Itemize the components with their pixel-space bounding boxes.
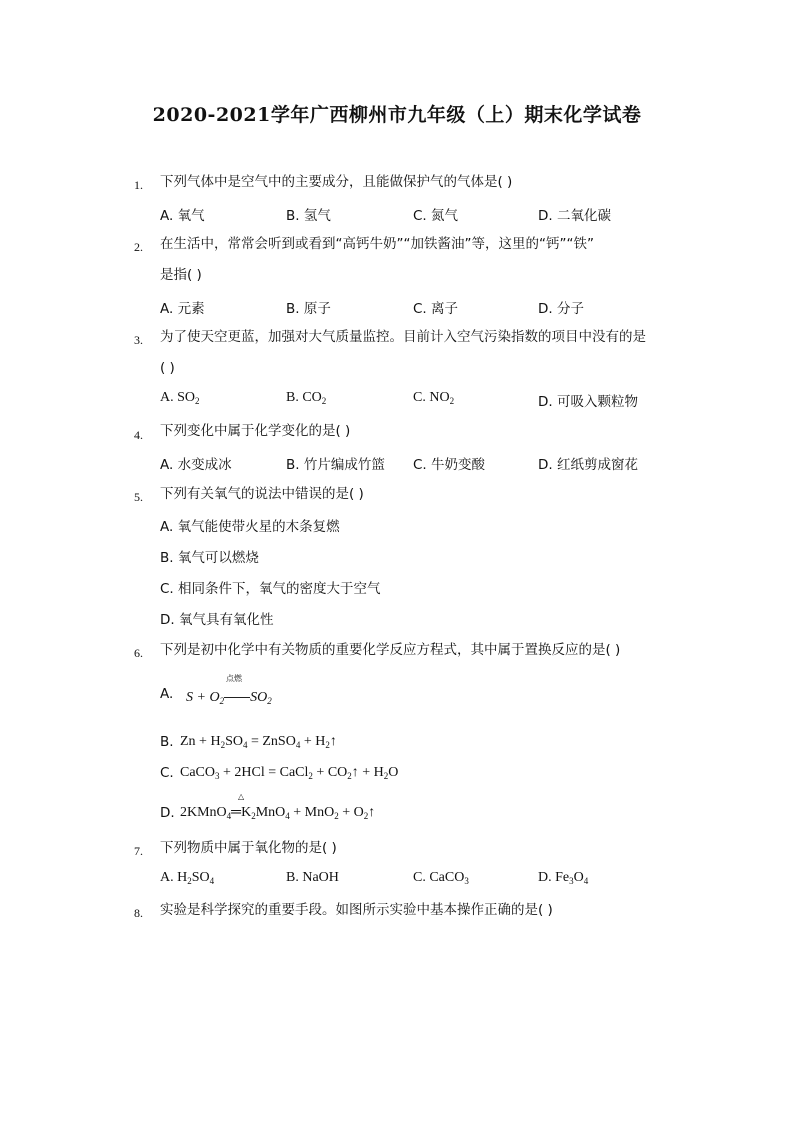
q6-option-b-equation: $Zn + H_2SO_4$ = ZnSO$_4$ + $H_2↑$ (180, 734, 337, 750)
question-number-2: 2. (134, 240, 143, 254)
question-text-4: 下列变化中属于化学变化的是( ) (160, 423, 351, 439)
q7-option-d: D. $Fe_3O_4$ (538, 870, 589, 886)
question-text-7: 下列物质中属于氧化物的是( ) (160, 840, 337, 856)
q6-option-d-equation: $2KMnO_4═K_2MnO_4 + MnO_2$ + $O_2↑$ (180, 805, 376, 821)
q5-option-c: C. 相同条件下，氧气的密度大于空气 (160, 581, 381, 597)
question-number-6: 6. (134, 646, 143, 660)
q3-option-c: C. $NO_2$ (413, 390, 455, 406)
q6-option-c-equation: CaCO$_3$ + 2HCl = CaCl$_2$ + $CO_2↑ + H_2O$ (180, 765, 399, 781)
q6-option-c-label: C. (160, 765, 174, 781)
q4-option-a: A. 水变成冰 (160, 457, 232, 473)
question-text-1: 下列气体中是空气中的主要成分，且能做保护气的气体是( ) (160, 174, 513, 190)
q6-option-b-label: B. (160, 734, 174, 750)
q1-option-a: A. 氧气 (160, 208, 205, 224)
q5-option-d: D. 氧气具有氧化性 (160, 612, 274, 628)
question-text-2-cont: 是指( ) (160, 267, 202, 283)
question-number-4: 4. (134, 428, 143, 442)
q6-option-d-label: D. (160, 805, 175, 821)
q4-option-d: D. 红纸剪成窗花 (538, 457, 638, 473)
q4-option-b: B. 竹片编成竹篮 (286, 457, 385, 473)
question-text-3-cont: ( ) (160, 360, 175, 376)
question-text-8: 实验是科学探究的重要手段。如图所示实验中基本操作正确的是( ) (160, 902, 553, 918)
q3-option-d: D. 可吸入颗粒物 (538, 394, 638, 410)
question-number-5: 5. (134, 490, 143, 504)
q3-option-a: A. $SO_2$ (160, 390, 200, 406)
question-number-3: 3. (134, 333, 143, 347)
question-text-5: 下列有关氧气的说法中错误的是( ) (160, 486, 364, 502)
q7-option-a: A. $H_2SO_4$ (160, 870, 215, 886)
question-number-8: 8. (134, 906, 143, 920)
q1-option-d: D. 二氧化碳 (538, 208, 611, 224)
question-text-6: 下列是初中化学中有关物质的重要化学反应方程式，其中属于置换反应的是( ) (160, 642, 621, 658)
question-text-2: 在生活中，常常会听到或看到“高钙牛奶”“加铁酱油”等，这里的“钙”“铁” (160, 236, 594, 252)
q4-option-c: C. 牛奶变酸 (413, 457, 486, 473)
q3-option-b: B. $CO_2$ (286, 390, 327, 406)
q1-option-b: B. 氢气 (286, 208, 331, 224)
q5-option-b: B. 氧气可以燃烧 (160, 550, 259, 566)
page-title: 2020-2021学年广西柳州市九年级（上）期末化学试卷 (152, 104, 642, 126)
q5-option-a: A. 氧气能使带火星的木条复燃 (160, 519, 340, 535)
q6-option-a-label: A. (160, 686, 174, 702)
q2-option-a: A. 元素 (160, 301, 205, 317)
q6-option-a-condition: 点燃 (226, 674, 242, 683)
q2-option-d: D. 分子 (538, 301, 584, 317)
question-number-1: 1. (134, 178, 143, 192)
question-number-7: 7. (134, 844, 143, 858)
q2-option-b: B. 原子 (286, 301, 331, 317)
q2-option-c: C. 离子 (413, 301, 459, 317)
q6-option-a-equation: $S + O_2$ $SO_2$ (186, 690, 272, 706)
question-text-3: 为了使天空更蓝，加强对大气质量监控。目前计入空气污染指数的项目中没有的是 (160, 329, 646, 345)
q1-option-c: C. 氮气 (413, 208, 459, 224)
q6-option-d-condition: △ (238, 792, 245, 801)
q7-option-c: C. CaCO$_3$ (413, 870, 469, 886)
reaction-arrow (224, 693, 250, 703)
q7-option-b: B. NaOH (286, 870, 339, 885)
